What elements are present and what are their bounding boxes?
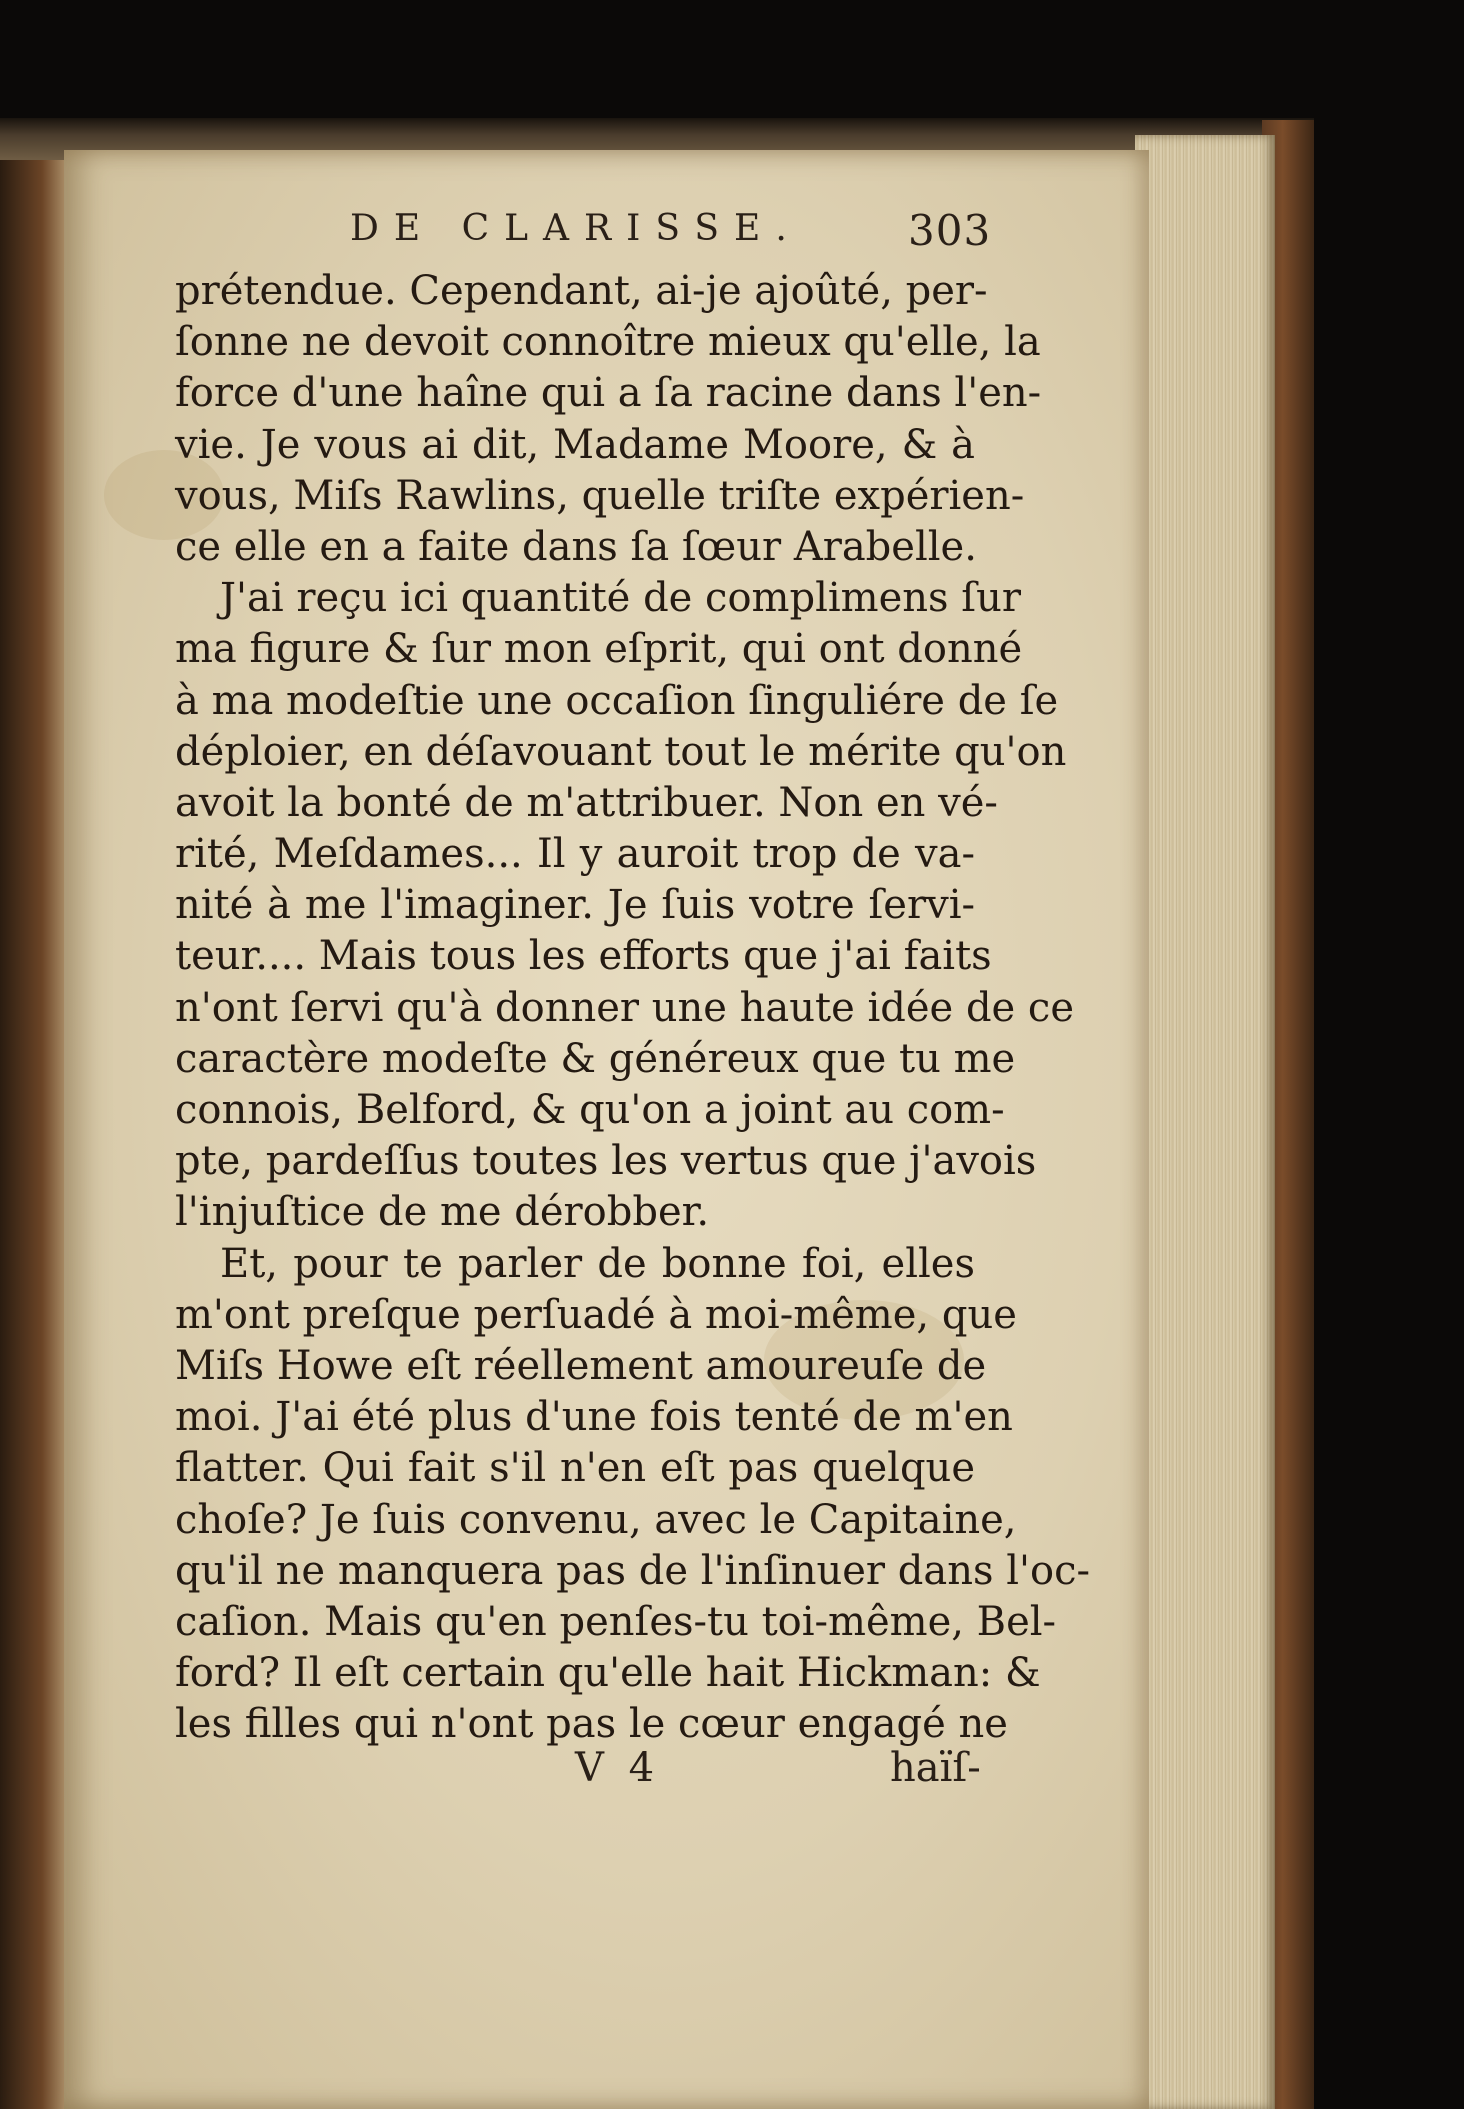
text-line: flatter. Qui fait s'il n'en eſt pas quelque: [175, 1445, 975, 1492]
text-line: choſe? Je ſuis convenu, avec le Capitaine,: [175, 1496, 1017, 1543]
page-edges: [1135, 135, 1275, 2109]
text-line: caractère modeſte & généreux que tu me: [175, 1035, 1016, 1082]
text-line: avoit la bonté de m'attribuer. Non en vé-: [175, 779, 998, 826]
text-line: J'ai reçu ici quantité de complimens ſur: [220, 575, 1021, 622]
text-line: ce elle en a faite dans ſa ſœur Arabelle.: [175, 523, 977, 570]
text-line: prétendue. Cependant, ai-je ajoûté, per-: [175, 268, 988, 314]
text-line: déploier, en déſavouant tout le mérite qu'on: [175, 728, 1067, 775]
text-line: l'injuſtice de me dérobber.: [175, 1189, 710, 1236]
text-line: les filles qui n'ont pas le cœur engagé ne: [175, 1701, 1008, 1748]
text-line: pte, pardeſſus toutes les vertus que j'avois: [175, 1138, 1037, 1185]
text-line: connois, Belford, & qu'on a joint au com-: [175, 1087, 1005, 1133]
text-line: m'ont preſque perſuadé à moi-même, que: [175, 1291, 1017, 1338]
text-line: ma figure & ſur mon eſprit, qui ont donné: [175, 626, 1023, 673]
book-cover-left: [0, 140, 70, 2109]
signature-mark: V 4: [575, 1745, 661, 1791]
text-line: qu'il ne manquera pas de l'inſinuer dans l'oc-: [175, 1547, 1090, 1594]
text-line: nité à me l'imaginer. Je ſuis votre ſervi-: [175, 882, 975, 929]
text-line: vous, Miſs Rawlins, quelle triſte expérien-: [175, 472, 1025, 519]
catchword: haïſ-: [890, 1745, 981, 1791]
text-line: ſonne ne devoit connoître mieux qu'elle, la: [175, 319, 1041, 366]
text-line: Miſs Howe eſt réellement amoureuſe de: [175, 1342, 987, 1389]
text-line: Et, pour te parler de bonne foi, elles: [220, 1240, 975, 1287]
text-line: caſion. Mais qu'en penſes-tu toi-même, Bel-: [175, 1598, 1057, 1645]
text-line: force d'une haîne qui a ſa racine dans l'en-: [175, 370, 1042, 417]
text-line: rité, Meſdames... Il y auroit trop de va-: [175, 831, 975, 878]
body-text: [175, 266, 1090, 1750]
text-line: n'ont ſervi qu'à donner une haute idée de ce: [175, 984, 1075, 1031]
text-line: à ma modeſtie une occaſion ſinguliére de ſe: [175, 677, 1059, 724]
text-line: moi. J'ai été plus d'une fois tenté de m'en: [175, 1394, 1013, 1441]
text-line: teur.... Mais tous les efforts que j'ai faits: [175, 933, 992, 980]
text-line: vie. Je vous ai dit, Madame Moore, & à: [175, 421, 975, 468]
text-line: ford? Il eſt certain qu'elle hait Hickman: &: [175, 1650, 1041, 1697]
running-head: DE CLARISSE.: [350, 208, 802, 249]
page-number: 303: [908, 206, 992, 255]
